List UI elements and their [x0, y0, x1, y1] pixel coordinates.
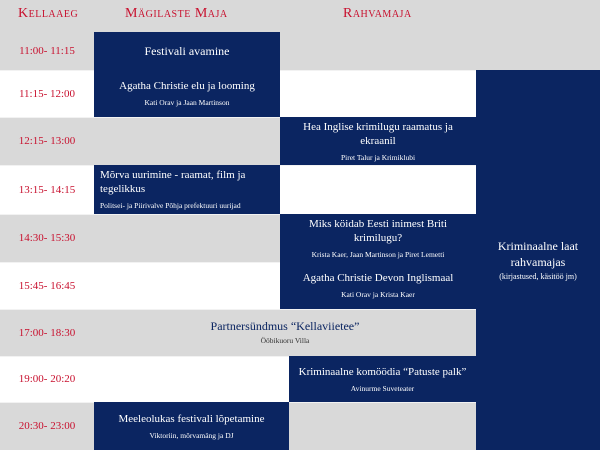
- event-agatha-christie-life[interactable]: [94, 70, 280, 117]
- event-crime-market[interactable]: [476, 70, 600, 450]
- event-agatha-christie-devon[interactable]: [280, 262, 476, 309]
- market-subtitle: (kirjastused, käsitöö jm): [499, 272, 577, 281]
- time-slot-2: 11:15- 12:00: [18, 87, 76, 100]
- event-presenters: Kati Orav ja Krista Kaer: [341, 290, 415, 299]
- event-title: Festivali avamine: [144, 44, 230, 58]
- event-presenters: Piret Talur ja Krimiklubi: [340, 152, 416, 162]
- time-slot-1: 11:00- 11:15: [19, 45, 75, 57]
- event-english-crime-story[interactable]: [280, 117, 476, 165]
- time-slot-5: 14:30- 15:30: [18, 232, 76, 244]
- event-title: Partnersündmus “Kellaviietee”: [210, 319, 360, 333]
- time-slot-6: 15:45- 16:45: [18, 279, 76, 292]
- event-partner-kellaviietee[interactable]: [94, 309, 476, 356]
- time-slot-9: 20:30- 23:00: [18, 420, 76, 432]
- header-time-column: Kellaaeg: [18, 6, 79, 21]
- event-title: Agatha Christie Devon Inglismaal: [302, 272, 454, 284]
- time-slot-3: 12:15- 13:00: [18, 135, 76, 147]
- header-bar: [0, 0, 600, 32]
- event-festival-closing[interactable]: [94, 402, 289, 450]
- event-british-crime-appeal[interactable]: [280, 214, 476, 262]
- header-venue-rahvamaja: Rahvamaja: [343, 6, 412, 21]
- event-crime-comedy[interactable]: [289, 356, 476, 402]
- time-slot-7: 17:00- 18:30: [18, 326, 76, 339]
- event-murder-investigation[interactable]: [94, 165, 280, 214]
- event-activities: Viktoriin, mõrvamäng ja DJ: [149, 430, 234, 440]
- event-title: Agatha Christie elu ja looming: [119, 80, 255, 92]
- event-title: Miks köidab Eesti inimest Briti krimilugu?: [308, 217, 448, 244]
- event-presenters: Kati Orav ja Jaan Martinson: [144, 98, 230, 107]
- event-presenters: Krista Kaer, Jaan Martinson ja Piret Lemetti: [311, 249, 445, 259]
- market-title: Kriminaalne laat rahvamajas: [497, 239, 579, 269]
- event-venue: Ööbikuoru Villa: [260, 336, 310, 345]
- event-title: Mõrva uurimine - raamat, film ja tegelikkus: [100, 169, 246, 195]
- event-title: Meeleolukas festivali lõpetamine: [118, 412, 265, 425]
- event-performers: Avinurme Suveteater: [350, 383, 415, 393]
- time-slot-4: 13:15- 14:15: [18, 183, 76, 196]
- event-title: Hea Inglise krimilugu raamatus ja ekraanil: [303, 120, 453, 147]
- event-presenters: Politsei- ja Piirivalve Põhja prefektuuri uurijad: [100, 201, 241, 210]
- header-venue-magilaste-maja: Mägilaste Maja: [125, 6, 228, 21]
- event-title: Kriminaalne komöödia “Patuste palk”: [298, 365, 467, 378]
- time-slot-8: 19:00- 20:20: [18, 373, 76, 385]
- event-festival-opening[interactable]: [94, 32, 280, 70]
